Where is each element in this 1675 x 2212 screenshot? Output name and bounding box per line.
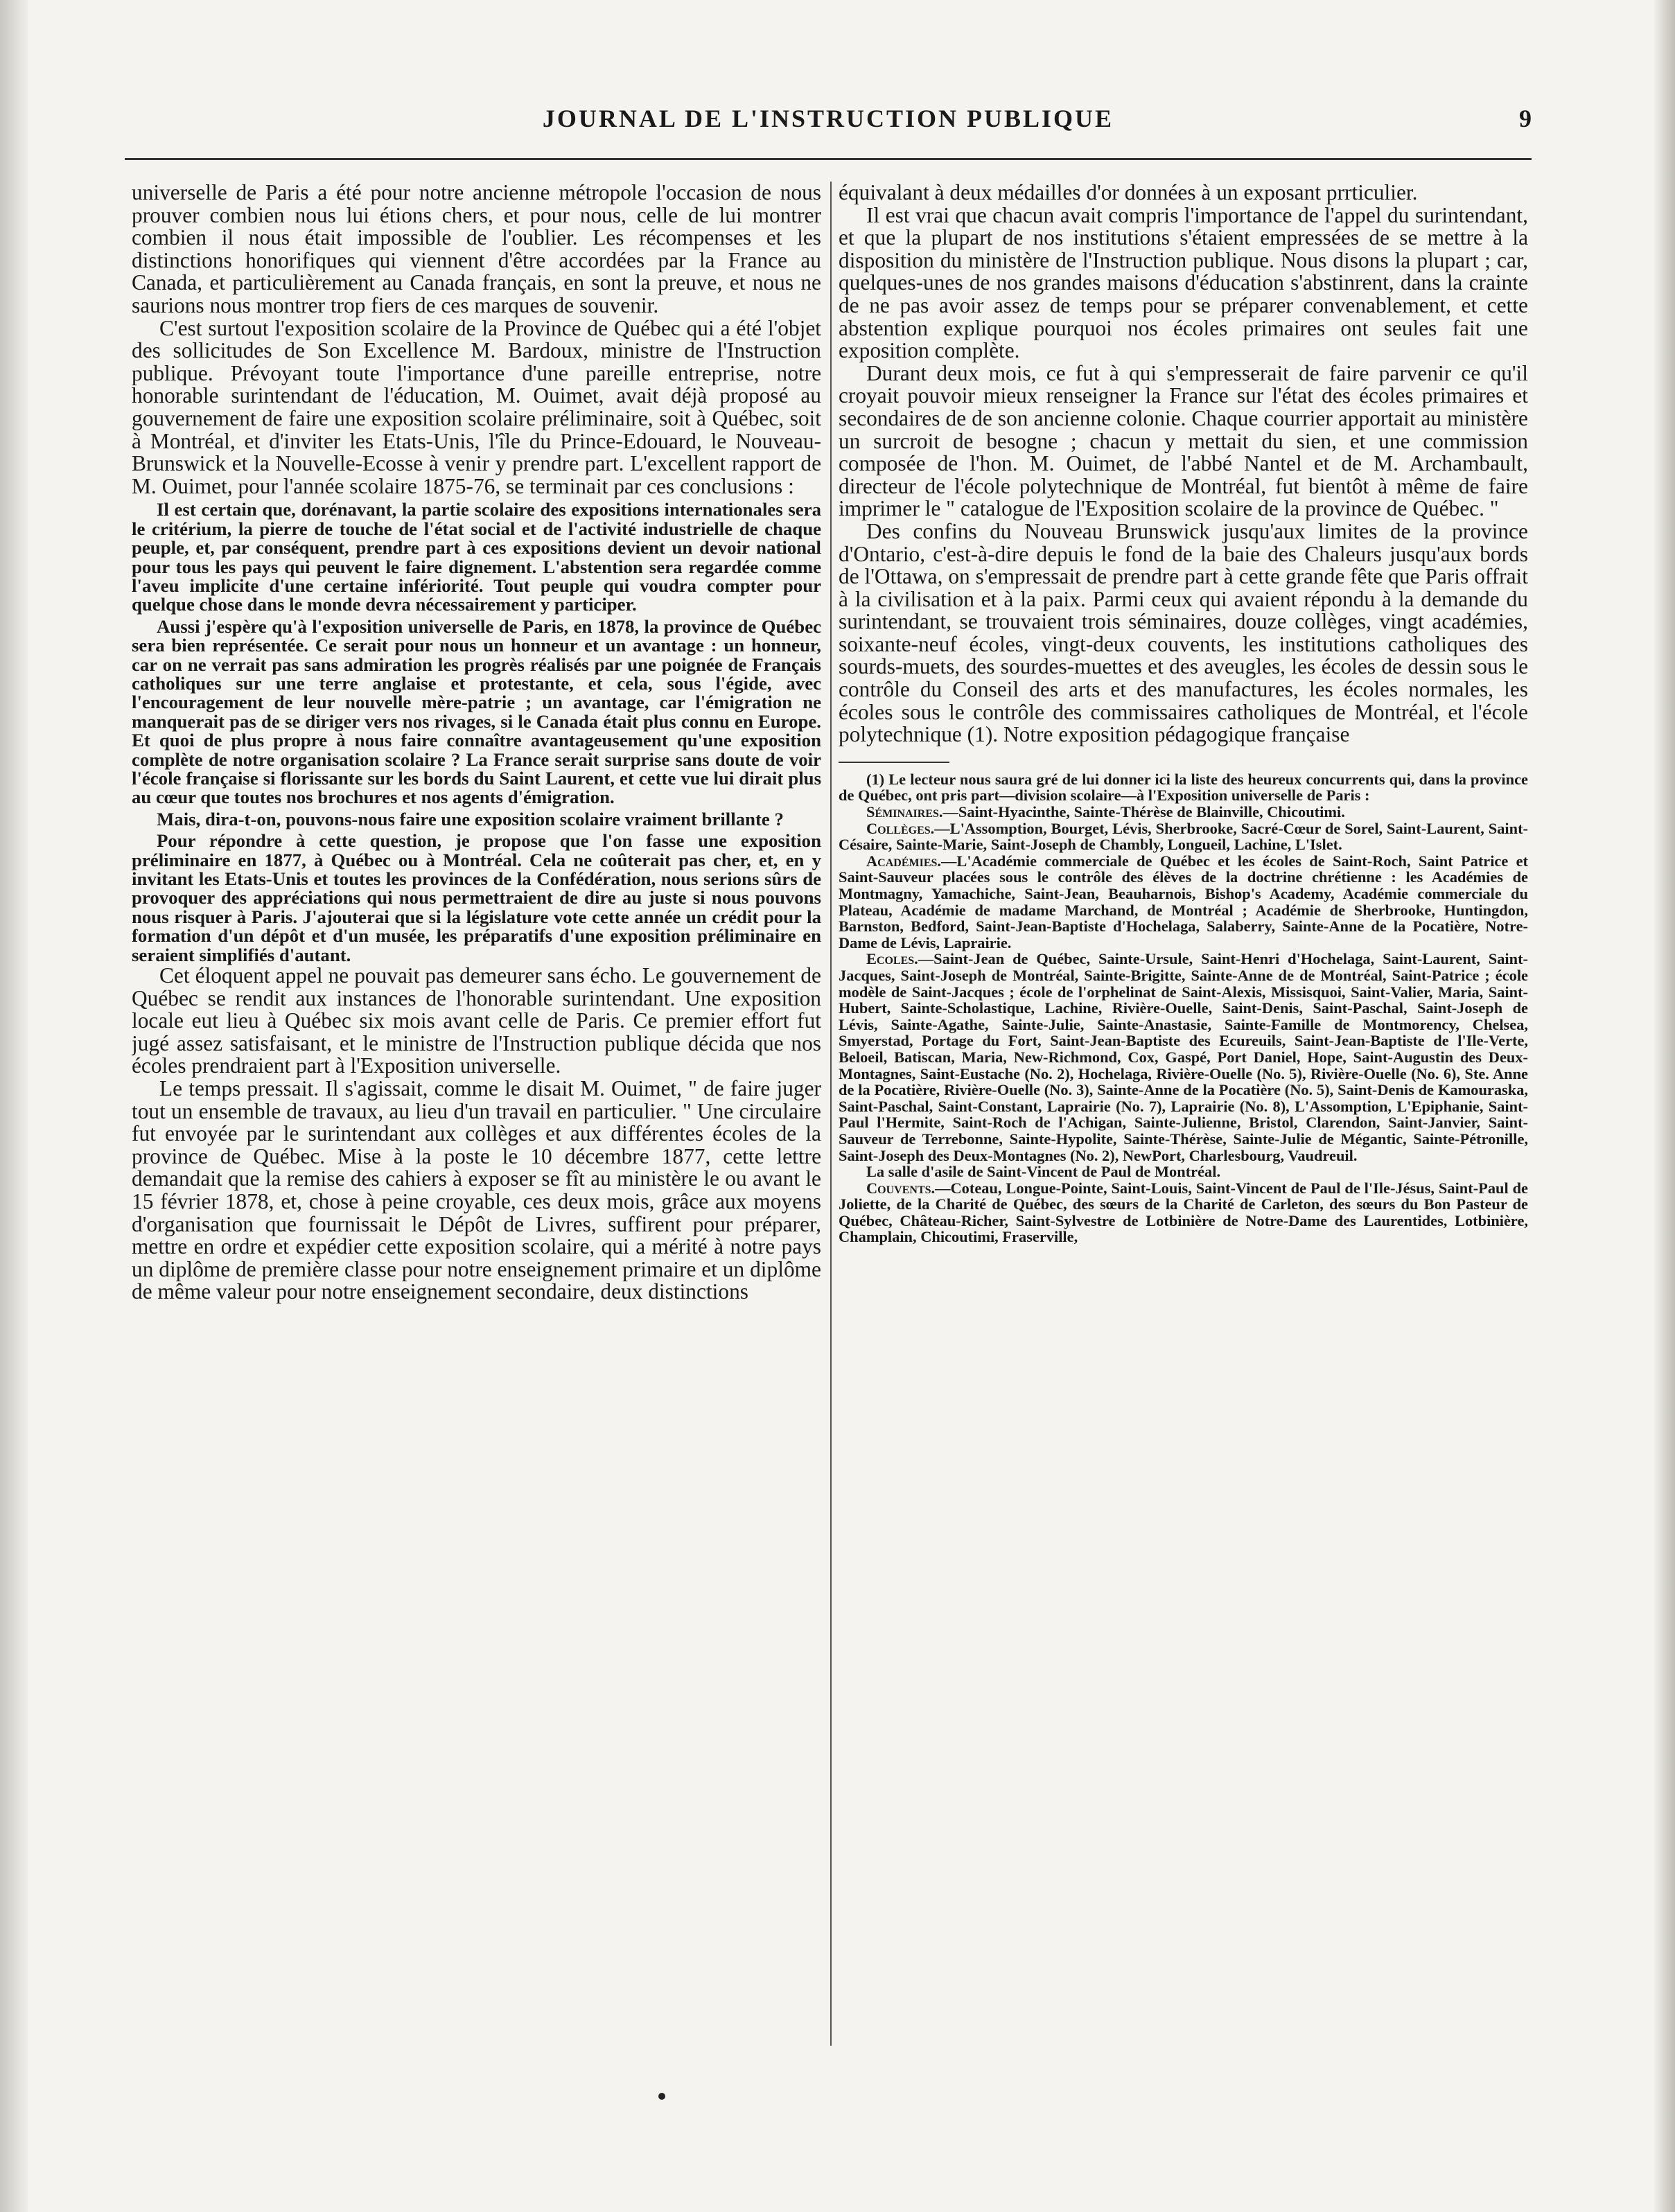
paragraph: Il est vrai que chacun avait compris l'importance de l'appel du surintendant, et que la plupart de nos institutions s'étaient empressées de se mettre à la disposition du ministère de l'Instruction publique. Nous disons la plupart ; car, quelques-unes de nos grandes maisons d'éducation s'abstinrent, dans la crainte de ne pas avoir assez de temps pour se préparer convenablement, et cette abstention explique pourquoi nos écoles primaires ont seules fait une exposition complète. [839,202,1528,363]
paragraph: Le temps pressait. Il s'agissait, comme le disait M. Ouimet, " de faire juger tout un ensemble de travaux, au lieu d'un travail en particulier. " Une circulaire fut envoyée par le surintendant aux collèges et aux différentes écoles de la province de Québec. Mise à la poste le 10 décembre 1877, cette lettre demandait que la remise des cahiers à exposer se fît au ministère le ou avant le 15 février 1878, et, chose à peine croyable, ces deux mois, grâce aux moyens d'organisation que fournissait le Dépôt de Livres, suffirent pour préparer, mettre en ordre et expédier cette exposition scolaire, qui a mérité à notre pays un diplôme de première classe pour notre enseignement primaire et un diplôme de même valeur pour notre enseignement secondaire, deux distinctions [132,1076,821,1304]
footnote-text: —Coteau, Longue-Pointe, Saint-Louis, Saint-Vincent de Paul de l'Ile-Jésus, Saint-Paul de Joliette, de la Charité de Québec, des sœurs de la Charité de Carleton, des sœurs du Bon Pasteur de Québec, Château-Richer, Saint-Sylvestre de Lotbinière de Notre-Dame des Laurentides, Lotbinière, Champlain, Chicoutimi, Fraserville, [839,1179,1528,1246]
page-left-edge [0,0,28,2212]
footnote: (1) Le lecteur nous saura gré de lui donner ici la liste des heureux concurrents qui, dans la province de Québec, ont pris part—division scolaire—à l'Exposition universelle de Paris : [839,770,1528,805]
footnote-entry [839,853,1528,951]
footnote-heading: Collèges. [866,819,935,837]
paragraph: Des confins du Nouveau Brunswick jusqu'aux limites de la province d'Ontario, c'est-à-dire depuis le fond de la baie des Chaleurs jusqu'aux bords de l'Ottawa, on s'empressait de prendre part à cette grande fête que Paris offrait à la civilisation et à la paix. Parmi ceux qui avaient répondu à la demande du surintendant, se trouvaient trois séminaires, douze collèges, vingt académies, soixante-neuf écoles, vingt-deux couvents, les institutions catholiques des sourds-muets, des sourdes-muettes et des aveugles, les écoles de dessin sous le contrôle du Conseil des arts et des manufactures, les écoles normales, les écoles sous le contrôle des commissaires catholiques de Montréal, et l'école polytechnique (1). Notre exposition pédagogique française [839,518,1528,747]
footnote-entry [839,804,1528,820]
footnote-entry [839,951,1528,1164]
footnote-heading: Séminaires. [866,803,943,821]
footnote-entry [839,1180,1528,1245]
footnote-text: —L'Assomption, Bourget, Lévis, Sherbrooke, Sacré-Cœur de Sorel, Saint-Laurent, Saint-Césaire, Sainte-Marie, Saint-Joseph de Chambly, Longueil, Lachine, L'Islet. [839,819,1528,854]
footnote-heading: Ecoles. [866,950,918,968]
ink-dot [658,2093,665,2100]
paragraph: universelle de Paris a été pour notre ancienne métropole l'occasion de nous prouver combien nous lui étions chers, et pour nous, celle de lui montrer combien il nous était impossible de l'oublier. Les récompenses et les distinctions honorifiques qui viennent d'être accordées par la France au Canada, et particulièrement au Canada français, en sont la preuve, et nous ne saurions nous montrer trop fiers de ces marques de souvenir. [132,182,821,317]
quoted-paragraph: Pour répondre à cette question, je propose que l'on fasse une exposition préliminaire en 1877, à Québec ou à Montréal. Cela ne coûterait pas cher, et, en y invitant les Etats-Unis et toutes les provinces de la Confédération, nous serions sûrs de provoquer des appréciations qui nous permettraient de dire au juste si nous pouvons nous risquer à Paris. J'ajouterai que si la législature vote cette année un crédit pour la formation d'un dépôt et d'un musée, les préparatifs d'une exposition préliminaire en seraient simplifiés d'autant. [132,830,821,965]
footnote-rule [839,762,949,763]
footnote-text: —Saint-Jean de Québec, Sainte-Ursule, Saint-Henri d'Hochelaga, Saint-Laurent, Saint-Jacques, Saint-Joseph de Montréal, Sainte-Brigitte, Sainte-Anne de de Montréal, Saint-Patrice ; école modèle de Saint-Jacques ; école de l'orphelinat de Saint-Alexis, Missisquoi, Saint-Valier, Maria, Saint-Hubert, Sainte-Scholastique, Lachine, Rivière-Ouelle, Saint-Denis, Saint-Paschal, Saint-Joseph de Lévis, Sainte-Agathe, Sainte-Julie, Sainte-Anastasie, Sainte-Famille de Montmorency, Chelsea, Smyerstad, Portage du Fort, Saint-Jean-Baptiste des Ecureuils, Saint-Jean-Baptiste de l'Ile-Verte, Beloeil, Batiscan, Maria, New-Richmond, Cox, Gaspé, Port Daniel, Hope, Saint-Augustin des Deux-Montagnes, Saint-Eustache (No. 2), Hochelaga, Rivière-Ouelle (No. 5), Rivière-Ouelle (No. 6), Ste. Anne de la Pocatière, Rivière-Ouelle (No. 3), Sainte-Anne de la Pocatière (No. 5), Saint-Denis de Kamouraska, Saint-Paschal, Saint-Constant, Laprairie (No. 7), Laprairie (No. 8), L'Assomption, L'Epiphanie, Saint-Paul l'Hermite, Saint-Roch de l'Achigan, Sainte-Julienne, Bristol, Clarendon, Saint-Janvier, Saint-Sauveur de Terrebonne, Sainte-Hypolite, Sainte-Thérèse, Sainte-Julie de Mégantic, Sainte-Pétronille, Saint-Joseph des Deux-Montagnes (No. 2), NewPort, Charlesbourg, Vaudreuil. [839,950,1528,1164]
footnote-heading: Académies. [866,852,942,870]
header-rule [125,158,1532,160]
quoted-paragraph: Il est certain que, dorénavant, la partie scolaire des expositions internationales sera le critérium, la pierre de touche de l'état social et de l'activité industrielle de chaque peuple, et, par conséquent, prendre part à ces expositions devient un devoir national pour tous les pays qui peuvent le faire dignement. L'abstention sera regardée comme l'aveu implicite d'une certaine infériorité. Tout peuple qui voudra compter pour quelque chose dans le monde devra nécessairement y participer. [132,499,821,615]
right-column [839,182,1528,2053]
quoted-paragraph: Aussi j'espère qu'à l'exposition universelle de Paris, en 1878, la province de Québec sera bien représentée. Ce serait pour nous un honneur et un avantage : un honneur, car on ne verrait pas sans admiration les progrès réalisés par une poignée de Français catholiques sur une terre anglaise et protestante, et cela, sous l'égide, avec l'encouragement de leur nouvelle mère-patrie ; un avantage, car l'émigration ne manquerait pas de se diriger vers nos rivages, si le Canada était plus connu en Europe. Et quoi de plus propre à nous faire connaître avantageusement qu'une exposition complète de notre organisation scolaire ? La France serait surprise sans doute de voir l'école française si florissante sur les bords du Saint Laurent, et cette vue lui dirait plus au cœur que toutes nos brochures et nos agents d'émigration. [132,615,821,808]
page-header [125,104,1532,146]
footnote-entry [839,820,1528,853]
column-divider [830,182,832,2046]
paragraph: équivalant à deux médailles d'or données à un exposant prrticulier. [839,182,1418,204]
footnote-entry: La salle d'asile de Saint-Vincent de Paul de Montréal. [866,1163,1221,1181]
journal-title: JOURNAL DE L'INSTRUCTION PUBLIQUE [542,105,1114,132]
page-number: 9 [1519,105,1532,132]
paragraph: Cet éloquent appel ne pouvait pas demeurer sans écho. Le gouvernement de Québec se rendit aux instances de l'honorable surintendant. Une exposition locale eut lieu à Québec six mois avant celle de Paris. Ce premier effort fut jugé assez satisfaisant, et le ministre de l'Instruction publique décida que nos écoles prendraient part à l'Exposition universelle. [132,963,821,1078]
footnote-heading: Couvents. [866,1179,936,1197]
left-column [132,182,821,2066]
footnote-text: —Saint-Hyacinthe, Sainte-Thérèse de Blainville, Chicoutimi. [942,803,1345,821]
paragraph: C'est surtout l'exposition scolaire de la Province de Québec qui a été l'objet des sollicitudes de Son Excellence M. Bardoux, ministre de l'Instruction publique. Prévoyant toute l'importance d'une pareille entreprise, notre honorable surintendant de l'éducation, M. Ouimet, avait déjà proposé au gouvernement de faire une exposition scolaire préliminaire, soit à Québec, soit à Montréal, et d'inviter les Etats-Unis, l'île du Prince-Edouard, le Nouveau-Brunswick et la Nouvelle-Ecosse à venir y prendre part. L'excellent rapport de M. Ouimet, pour l'année scolaire 1875-76, se terminait par ces conclusions : [132,315,821,498]
paragraph: Durant deux mois, ce fut à qui s'empresserait de faire parvenir ce qu'il croyait pouvoir mieux renseigner la France sur l'état des écoles primaires et secondaires de de son ancienne colonie. Chaque courrier apportait au ministère un surcroit de besogne ; chacun y mettait du sien, et une commission composée de l'hon. M. Ouimet, de l'abbé Nantel et de M. Archambault, directeur de l'école polytechnique de Montréal, fut bientôt à même de faire imprimer le " catalogue de l'Exposition scolaire de la province de Québec. " [839,360,1528,521]
quoted-paragraph: Mais, dira-t-on, pouvons-nous faire une exposition scolaire vraiment brillante ? [157,808,784,830]
page-right-edge [1654,0,1675,2212]
footnote-text: —L'Académie commerciale de Québec et les écoles de Saint-Roch, Saint Patrice et Saint-Sauveur placées sous le contrôle des élèves de la doctrine chrétienne : les Académies de Montmagny, Yamachiche, Saint-Jean, Beauharnois, Bishop's Academy, Académie commerciale du Plateau, Académie de madame Marchand, de Montréal ; Académie de Sherbrooke, Huntingdon, Barnston, Bedford, Saint-Jean-Baptiste d'Hochelaga, Salaberry, Sainte-Anne de la Pocatière, Notre-Dame de Lévis, Laprairie. [839,852,1528,951]
